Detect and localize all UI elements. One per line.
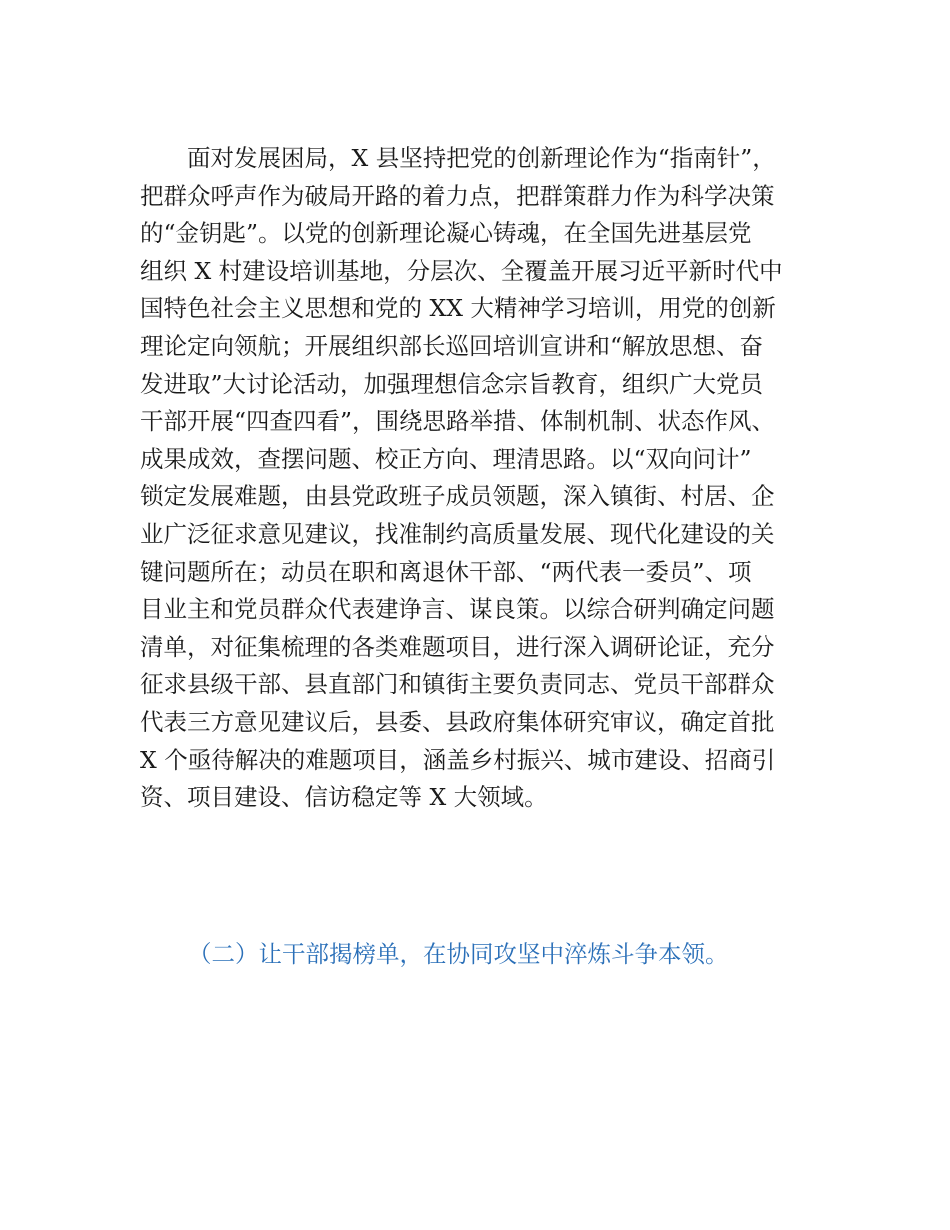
paragraph-line: 面对发展困局，X 县坚持把党的创新理论作为“指南针”， bbox=[140, 144, 776, 172]
paragraph-line: 的“金钥匙”。以党的创新理论凝心铸魂，在全国先进基层党 bbox=[140, 219, 752, 248]
paragraph-line: 清单，对征集梳理的各类难题项目，进行深入调研论证，充分 bbox=[140, 632, 775, 661]
body-paragraph bbox=[140, 140, 840, 817]
paragraph-line: 目业主和党员群众代表建诤言、谋良策。以综合研判确定问题 bbox=[140, 595, 775, 624]
paragraph-line: 把群众呼声作为破局开路的着力点，把群策群力作为科学决策 bbox=[140, 181, 775, 210]
paragraph-line: X 个亟待解决的难题项目，涵盖乡村振兴、城市建设、招商引 bbox=[140, 745, 776, 774]
paragraph-line: 国特色社会主义思想和党的 XX 大精神学习培训，用党的创新 bbox=[140, 294, 776, 323]
paragraph-line: 征求县级干部、县直部门和镇街主要负责同志、党员干部群众 bbox=[140, 670, 775, 699]
paragraph-line: 业广泛征求意见建议，找准制约高质量发展、现代化建设的关 bbox=[140, 519, 775, 548]
paragraph-line: 代表三方意见建议后，县委、县政府集体研究审议，确定首批 bbox=[140, 707, 775, 736]
paragraph-line: 锁定发展难题，由县党政班子成员领题，深入镇街、村居、企 bbox=[140, 482, 775, 511]
paragraph-line: 理论定向领航；开展组织部长巡回培训宣讲和“解放思想、奋 bbox=[140, 331, 764, 360]
paragraph-line: 键问题所在；动员在职和离退休干部、“两代表一委员”、项 bbox=[140, 557, 752, 586]
paragraph-line: 干部开展“四查四看”，围绕思路举措、体制机制、状态作风、 bbox=[140, 407, 776, 436]
paragraph-line: 资、项目建设、信访稳定等 X 大领域。 bbox=[140, 783, 548, 812]
paragraph-line: 组织 X 村建设培训基地，分层次、全覆盖开展习近平新时代中 bbox=[140, 256, 783, 285]
paragraph-line: 成果成效，查摆问题、校正方向、理清思路。以“双向问计” bbox=[140, 444, 752, 473]
section-heading: （二）让干部揭榜单，在协同攻坚中淬炼斗争本领。 bbox=[188, 940, 729, 968]
paragraph-line: 发进取”大讨论活动，加强理想信念宗旨教育，组织广大党员 bbox=[140, 369, 764, 398]
